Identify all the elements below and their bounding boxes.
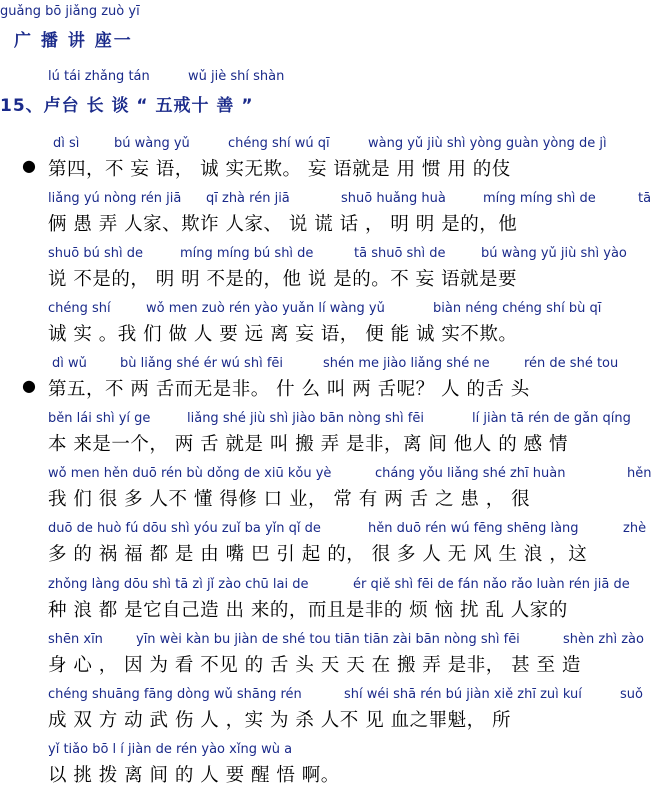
pinyin-row [48, 301, 651, 321]
pinyin-word: qī zhà rén jiā [206, 191, 290, 206]
page-title: 广 播 讲 座一 [14, 31, 133, 51]
bullet-point: ● [22, 156, 36, 175]
pinyin-word: shén me jiào liǎng shé ne [323, 356, 490, 371]
pinyin-word: běn lái shì yí ge [48, 411, 151, 426]
pinyin-row [48, 191, 651, 211]
pinyin-word: chéng shuāng fāng dòng wǔ shāng rén [48, 687, 302, 702]
section-pinyin-1: lú tái zhǎng tán [48, 69, 150, 84]
pinyin-row [48, 411, 651, 431]
chinese-text: 第四，不 妄 语， 诚 实无欺。 妄 语就是 用 惯 用 的伎 [48, 159, 511, 180]
pinyin-word: shí wéi shā rén bú jiàn xiě zhī zuì kuí [344, 687, 582, 702]
pinyin-word: bù liǎng shé ér wú shì fēi [120, 356, 284, 371]
chinese-text: 第五，不 两 舌而无是非。 什 么 叫 两 舌呢？ 人 的舌 头 [48, 379, 530, 400]
section-title: 15、卢台 长 谈 “ 五戒十 善 ” [0, 96, 254, 116]
pinyin-row [48, 687, 651, 707]
pinyin-row [48, 136, 651, 156]
pinyin-word: wàng yǔ jiù shì yòng guàn yòng de jì [368, 136, 607, 151]
section-pinyin-2: wǔ jiè shí shàn [188, 69, 285, 84]
chinese-text: 俩 愚 弄 人家、欺诈 人家、 说 谎 话 ， 明 明 是的，他 [48, 214, 518, 235]
pinyin-word: míng míng shì de [483, 191, 596, 206]
pinyin-word: yīn wèi kàn bu jiàn de shé tou tiān tiān zài bān nòng shì fēi [136, 632, 520, 647]
pinyin-word: dì wǔ [52, 356, 87, 371]
pinyin-word: duō de huò fú dōu shì yóu zuǐ ba yǐn qǐ de [48, 521, 321, 536]
pinyin-word: wǒ men hěn duō rén bù dǒng de xiū kǒu yè [48, 466, 332, 481]
chinese-text: 诚 实 。我 们 做 人 要 远 离 妄 语， 便 能 诚 实不欺。 [48, 324, 518, 345]
pinyin-word: shēn xīn [48, 632, 103, 647]
pinyin-word: shuō huǎng huà [341, 191, 446, 206]
pinyin-word: shèn zhì zào [563, 632, 644, 647]
pinyin-word: cháng yǒu liǎng shé zhī huàn [375, 466, 566, 481]
pinyin-word: biàn néng chéng shí bù qī [433, 301, 602, 316]
pinyin-word: chéng shí [48, 301, 111, 316]
chinese-text: 以 挑 拨 离 间 的 人 要 醒 悟 啊。 [48, 765, 340, 786]
chinese-text: 成 双 方 动 武 伤 人 ，实 为 杀 人不 见 血之罪魁， 所 [48, 710, 511, 731]
pinyin-row [48, 577, 651, 597]
chinese-text: 身 心 ， 因 为 看 不见 的 舌 头 天 天 在 搬 弄 是非， 甚 至 造 [48, 655, 581, 676]
pinyin-word: suǒ [620, 687, 643, 702]
pinyin-word: rén de shé tou [524, 356, 619, 371]
pinyin-word: liǎng shé jiù shì jiào bān nòng shì fēi [187, 411, 424, 426]
chinese-text: 种 浪 都 是它自己造 出 来的，而且是非的 烦 恼 扰 乱 人家的 [48, 600, 568, 621]
pinyin-word: bú wàng yǔ jiù shì yào [481, 246, 627, 261]
pinyin-word: dì sì [53, 136, 80, 151]
chinese-text: 我 们 很 多 人不 懂 得修 口 业， 常 有 两 舌 之 患 ， 很 [48, 489, 531, 510]
pinyin-word: míng míng bú shì de [180, 246, 314, 261]
pinyin-word: zhè [623, 521, 647, 536]
pinyin-word: ér qiě shì fēi de fán nǎo rǎo luàn rén jiā de [353, 577, 630, 592]
pinyin-row [48, 356, 651, 376]
pinyin-row [48, 742, 651, 762]
pinyin-word: shuō bú shì de [48, 246, 143, 261]
pinyin-word: hěn duō rén wú fēng shēng làng [368, 521, 579, 536]
pinyin-word: hěn [627, 466, 652, 481]
pinyin-word: zhǒng làng dōu shì tā zì jǐ zào chū lai de [48, 577, 309, 592]
chinese-text: 说 不是的， 明 明 不是的，他 说 是的。不 妄 语就是要 [48, 269, 518, 290]
pinyin-row [48, 246, 651, 266]
pinyin-row [48, 521, 651, 541]
pinyin-word: wǒ men zuò rén yào yuǎn lí wàng yǔ [146, 301, 385, 316]
pinyin-word: chéng shí wú qī [228, 136, 330, 151]
pinyin-word: bú wàng yǔ [114, 136, 190, 151]
header-pinyin: guǎng bō jiǎng zuò yī [0, 4, 140, 19]
pinyin-word: tā shuō shì de [354, 246, 446, 261]
bullet-point: ● [22, 376, 36, 395]
pinyin-word: liǎng yú nòng rén jiā [48, 191, 182, 206]
pinyin-word: tā [638, 191, 652, 206]
chinese-text: 本 来是一个， 两 舌 就是 叫 搬 弄 是非，离 间 他人 的 感 情 [48, 434, 568, 455]
pinyin-row [48, 466, 651, 486]
pinyin-row [48, 632, 651, 652]
pinyin-word: yǐ tiǎo bō l í jiàn de rén yào xǐng wù a [48, 742, 293, 757]
pinyin-word: lí jiàn tā rén de gǎn qíng [472, 411, 631, 426]
chinese-text: 多 的 祸 福 都 是 由 嘴 巴 引 起 的， 很 多 人 无 风 生 浪 ，这 [48, 544, 588, 565]
